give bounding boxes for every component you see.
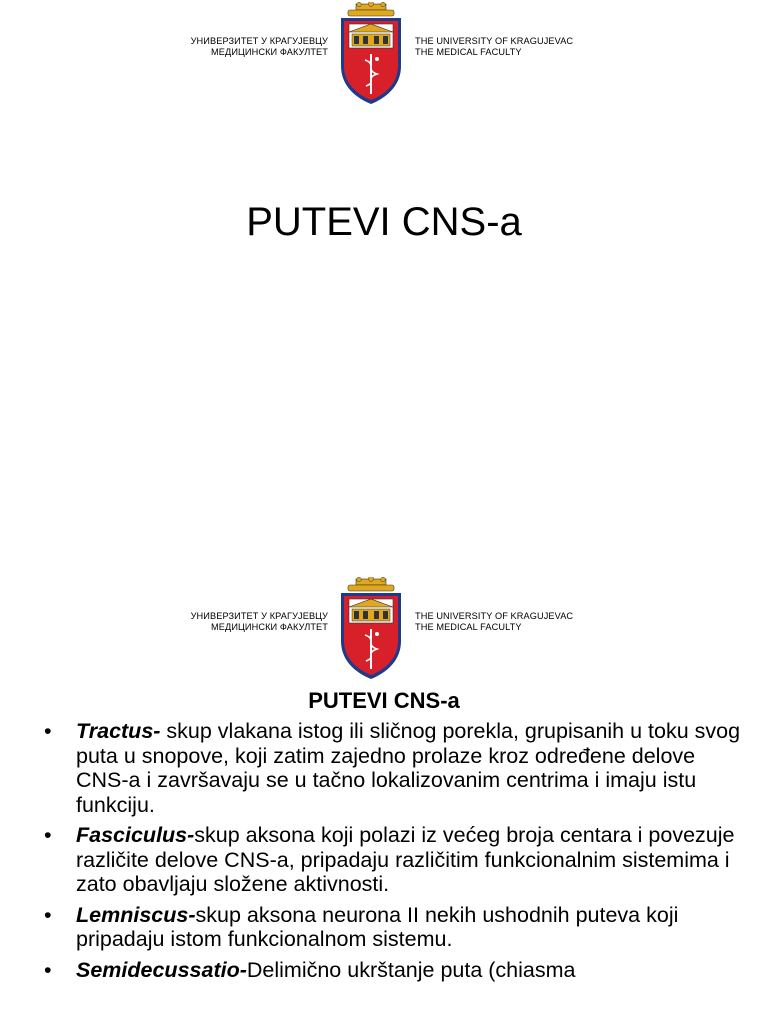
definition-term: Fasciculus- xyxy=(76,823,195,847)
slide-header xyxy=(0,575,768,685)
university-name-line: УНИВЕРЗИТЕТ У КРАГУЈЕВЦУ xyxy=(190,36,328,46)
definition-text: Delimično ukrštanje puta (chiasma xyxy=(246,957,576,982)
university-name-line: УНИВЕРЗИТЕТ У КРАГУЈЕВЦУ xyxy=(190,611,328,621)
definition-term: Tractus- xyxy=(76,719,161,743)
definition-item xyxy=(42,823,742,897)
definition-item xyxy=(42,719,742,817)
definition-item xyxy=(42,958,742,983)
definition-list xyxy=(42,719,742,988)
slide-content xyxy=(0,575,768,1024)
bullet-icon: • xyxy=(44,902,52,927)
university-name-cyrillic xyxy=(191,611,328,633)
definition-term: Lemniscus- xyxy=(76,902,196,927)
university-crest-icon xyxy=(338,2,404,106)
definition-text: skup aksona koji polazi iz većeg broja centara i povezuje različite delove CNS-a, pripadaju različitim funkcionalnim sistemima i zato obavljaju složene aktivnosti. xyxy=(76,823,735,896)
faculty-name-line: THE MEDICAL FACULTY xyxy=(415,47,522,57)
university-name-line: THE UNIVERSITY OF KRAGUJEVAC xyxy=(415,611,574,621)
university-name-line: THE UNIVERSITY OF KRAGUJEVAC xyxy=(415,36,574,46)
bullet-icon: • xyxy=(44,957,52,982)
faculty-name-line: THE MEDICAL FACULTY xyxy=(415,622,522,632)
university-name-english xyxy=(415,36,573,58)
university-name-english xyxy=(415,611,573,633)
bullet-icon: • xyxy=(44,719,52,743)
slide-title-text: PUTEVI CNS-a xyxy=(246,200,522,244)
university-crest-icon xyxy=(338,577,404,681)
definition-term: Semidecussatio- xyxy=(76,957,247,982)
faculty-name-line: МЕДИЦИНСКИ ФАКУЛТЕТ xyxy=(211,47,328,57)
definition-text: skup aksona neurona II nekih ushodnih puteva koji pripadaju istom funkcionalnom sistemu. xyxy=(76,902,679,951)
definition-text: skup vlakana istog ili sličnog porekla, grupisanih u toku svog puta u snopove, koji zatim zajedno prolaze kroz određene delove CNS-a i završavaju se u tačno lokalizovanim centrima i imaju istu funkciju. xyxy=(76,719,741,817)
definition-item xyxy=(42,903,742,952)
faculty-name-line: МЕДИЦИНСКИ ФАКУЛТЕТ xyxy=(211,622,328,632)
university-name-cyrillic xyxy=(191,36,328,58)
bullet-icon: • xyxy=(44,823,52,847)
slide-heading: PUTEVI CNS-a xyxy=(308,688,460,713)
slide-header xyxy=(0,0,768,110)
